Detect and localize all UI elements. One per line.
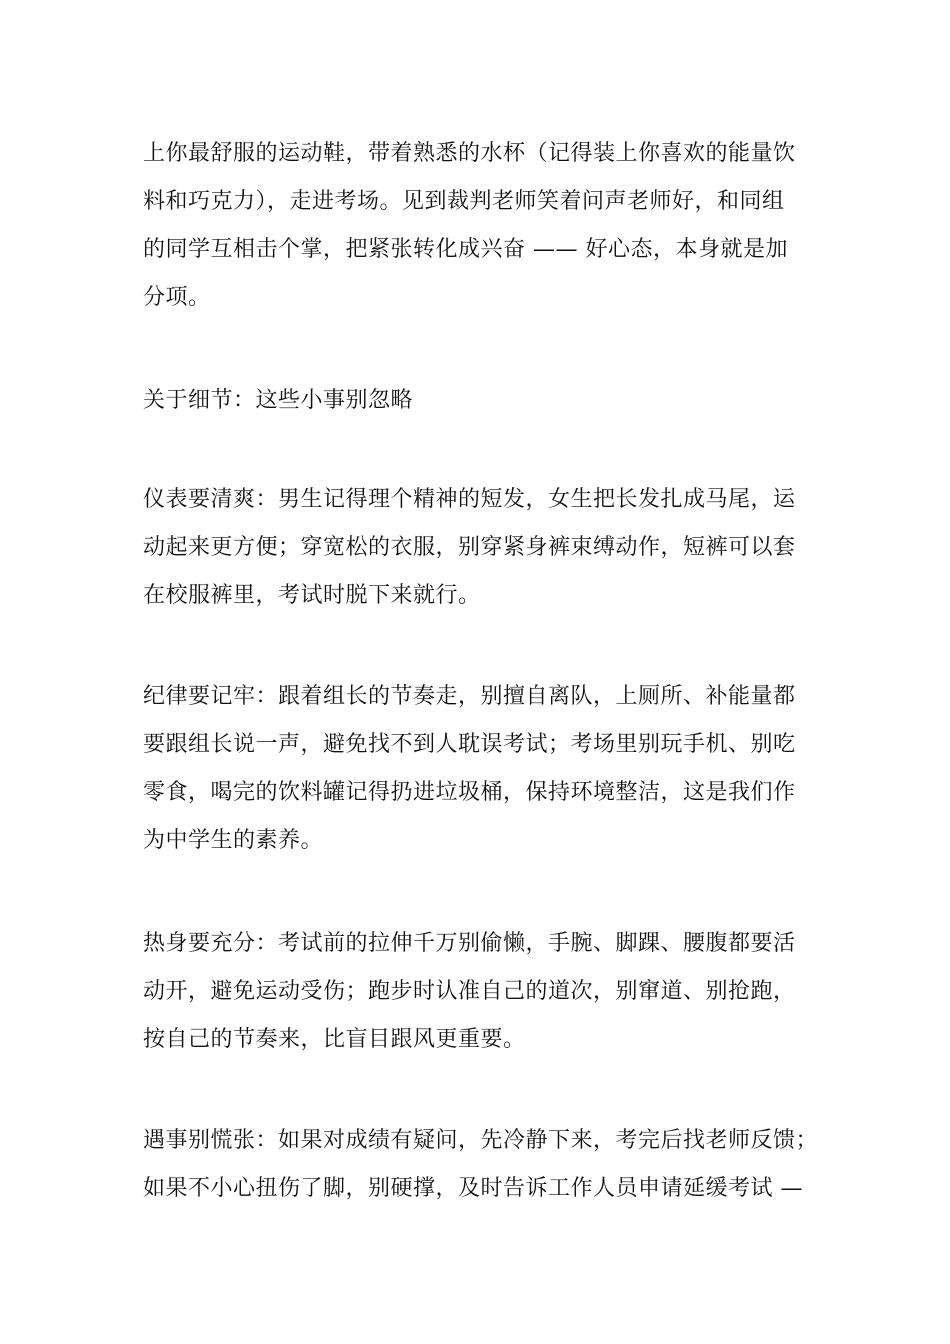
text-line: 分项。	[143, 285, 211, 310]
heading-text: 关于细节：这些小事别忽略	[143, 388, 414, 413]
text-line: 遇事别慌张：如果对成绩有疑问，先冷静下来，考完后找老师反馈；	[143, 1128, 819, 1153]
section-heading	[143, 377, 823, 425]
paragraph-intro-continued	[143, 130, 823, 322]
text-line: 在校服裤里，考试时脱下来就行。	[143, 583, 481, 608]
text-line: 料和巧克力），走进考场。见到裁判老师笑着问声老师好，和同组	[143, 189, 785, 214]
text-line: 零食，喝完的饮料罐记得扔进垃圾桶，保持环境整洁，这是我们作	[143, 780, 796, 805]
paragraph-appearance	[143, 476, 823, 620]
text-line: 如果不小心扭伤了脚，别硬撑，及时告诉工作人员申请延缓考试 —	[143, 1176, 803, 1201]
paragraph-warmup	[143, 920, 823, 1064]
text-line: 纪律要记牢：跟着组长的节奏走，别擅自离队，上厕所、补能量都	[143, 684, 796, 709]
paragraph-discipline	[143, 673, 823, 865]
text-line: 的同学互相击个掌，把紧张转化成兴奋 —— 好心态，本身就是加	[143, 237, 788, 262]
text-line: 为中学生的素养。	[143, 828, 324, 853]
text-line: 仪表要清爽：男生记得理个精神的短发，女生把长发扎成马尾，运	[143, 487, 796, 512]
text-line: 要跟组长说一声，避免找不到人耽误考试；考场里别玩手机、别吃	[143, 732, 796, 757]
paragraph-stay-calm	[143, 1117, 823, 1213]
text-line: 动开，避免运动受伤；跑步时认准自己的道次，别窜道、别抢跑，	[143, 979, 796, 1004]
text-line: 热身要充分：考试前的拉伸千万别偷懒，手腕、脚踝、腰腹都要活	[143, 931, 796, 956]
text-line: 按自己的节奏来，比盲目跟风更重要。	[143, 1027, 526, 1052]
text-line: 上你最舒服的运动鞋，带着熟悉的水杯（记得装上你喜欢的能量饮	[143, 141, 796, 166]
text-line: 动起来更方便；穿宽松的衣服，别穿紧身裤束缚动作，短裤可以套	[143, 535, 796, 560]
